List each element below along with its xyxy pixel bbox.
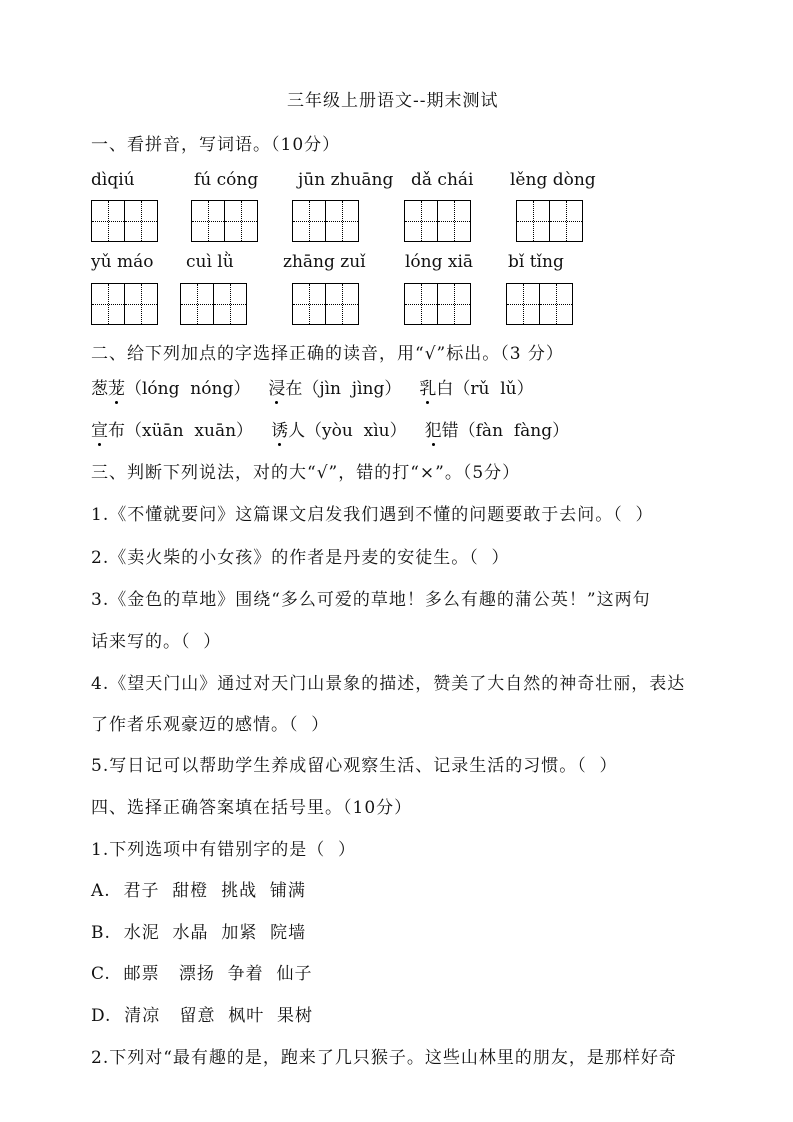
grid-cell[interactable] <box>507 284 539 324</box>
writing-grid-box[interactable] <box>292 283 359 325</box>
writing-grid-box[interactable] <box>91 200 158 242</box>
judgement-line: 1.《不懂就要问》这篇课文启发我们遇到不懂的问题要敢于去问。（ ） <box>91 505 654 525</box>
pinyin-prompt: lěng dòng <box>510 170 596 190</box>
writing-grid-box[interactable] <box>91 283 158 325</box>
grid-cell[interactable] <box>213 284 246 324</box>
writing-grid-box[interactable] <box>404 200 471 242</box>
doc-title: 三年级上册语文--期末测试 <box>287 91 499 111</box>
choice-line: D. 清凉 留意 枫叶 果树 <box>91 1006 314 1026</box>
pinyin-prompt: dìqiú <box>91 170 135 190</box>
section-2-heading: 二、给下列加点的字选择正确的读音，用“√”标出。（3 分） <box>91 344 564 364</box>
grid-cell[interactable] <box>405 201 437 241</box>
pronunciation-row <box>91 416 569 441</box>
grid-cell[interactable] <box>181 284 213 324</box>
grid-cell[interactable] <box>293 201 325 241</box>
pinyin-prompt: bǐ tǐng <box>508 252 564 272</box>
grid-cell[interactable] <box>539 284 572 324</box>
pinyin-prompt: jūn zhuāng <box>298 170 394 190</box>
pinyin-prompt: cuì lǜ <box>186 252 234 272</box>
pinyin-prompt: fú cóng <box>194 170 259 190</box>
judgement-line: 5.写日记可以帮助学生养成留心观察生活、记录生活的习惯。（ ） <box>91 756 618 776</box>
pronunciation-item <box>425 416 569 441</box>
pinyin-prompt: dǎ chái <box>411 170 474 190</box>
grid-cell[interactable] <box>549 201 582 241</box>
judgement-line: 了作者乐观豪迈的感情。（ ） <box>91 715 330 735</box>
pinyin-options[interactable]: 在（jìn jìng） <box>285 379 402 399</box>
dotted-char: 诱 <box>271 421 289 441</box>
grid-cell[interactable] <box>92 284 124 324</box>
writing-grid-box[interactable] <box>180 283 247 325</box>
pinyin-options[interactable]: 人（yòu xìu） <box>288 421 407 441</box>
grid-cell[interactable] <box>192 201 224 241</box>
judgement-line: 2.《卖火柴的小女孩》的作者是丹麦的安徒生。（ ） <box>91 548 510 568</box>
writing-grid-box[interactable] <box>506 283 573 325</box>
judgement-line: 3.《金色的草地》围绕“多么可爱的草地！多么有趣的蒲公英！”这两句 <box>91 590 651 610</box>
choice-line: B. 水泥 水晶 加紧 院墙 <box>91 923 307 943</box>
pronunciation-item <box>91 374 250 399</box>
dotted-char: 茏 <box>108 379 125 399</box>
writing-grid-box[interactable] <box>516 200 583 242</box>
section-4-heading: 四、选择正确答案填在括号里。（10分） <box>91 798 413 818</box>
pinyin-options[interactable]: 白（rǔ lǔ） <box>436 379 534 399</box>
grid-cell[interactable] <box>92 201 124 241</box>
grid-cell[interactable] <box>124 284 157 324</box>
word-part: 葱 <box>91 379 108 399</box>
grid-cell[interactable] <box>293 284 325 324</box>
pronunciation-item <box>91 416 253 441</box>
pinyin-options[interactable]: 错（fàn fàng） <box>441 421 570 441</box>
pinyin-prompt: zhāng zuǐ <box>283 252 366 272</box>
section-3-heading: 三、判断下列说法，对的大“√”，错的打“×”。（5分） <box>91 463 521 483</box>
section-1-heading: 一、看拼音，写词语。（10分） <box>91 135 341 155</box>
writing-grid-box[interactable] <box>404 283 471 325</box>
grid-cell[interactable] <box>437 201 470 241</box>
grid-cell[interactable] <box>405 284 437 324</box>
judgement-line: 4.《望天门山》通过对天门山景象的描述，赞美了大自然的神奇壮丽，表达 <box>91 674 686 694</box>
grid-cell[interactable] <box>437 284 470 324</box>
pinyin-prompt: lóng xiā <box>405 252 474 272</box>
pronunciation-item <box>268 374 401 399</box>
dotted-char: 浸 <box>268 379 286 399</box>
pronunciation-item <box>419 374 533 399</box>
dotted-char: 乳 <box>419 379 437 399</box>
grid-cell[interactable] <box>325 284 358 324</box>
pinyin-options[interactable]: 布（xüān xuān） <box>108 421 254 441</box>
writing-grid-box[interactable] <box>292 200 359 242</box>
pinyin-options[interactable]: （lóng nóng） <box>125 379 251 399</box>
pronunciation-item <box>271 416 407 441</box>
choice-line: 2.下列对“最有趣的是，跑来了几只猴子。这些山林里的朋友，是那样好奇 <box>91 1048 677 1068</box>
choice-line: C. 邮票 漂扬 争着 仙子 <box>91 964 313 984</box>
grid-cell[interactable] <box>325 201 358 241</box>
pinyin-prompt: yǔ máo <box>91 252 154 272</box>
dotted-char: 犯 <box>424 421 442 441</box>
dotted-char: 宣 <box>91 421 108 441</box>
pronunciation-row <box>91 374 534 399</box>
grid-cell[interactable] <box>517 201 549 241</box>
choice-line: 1.下列选项中有错别字的是（ ） <box>91 840 357 860</box>
judgement-line: 话来写的。（ ） <box>91 632 222 652</box>
choice-line: A. 君子 甜橙 挑战 铺满 <box>91 881 306 901</box>
grid-cell[interactable] <box>124 201 157 241</box>
writing-grid-box[interactable] <box>191 200 258 242</box>
grid-cell[interactable] <box>224 201 257 241</box>
